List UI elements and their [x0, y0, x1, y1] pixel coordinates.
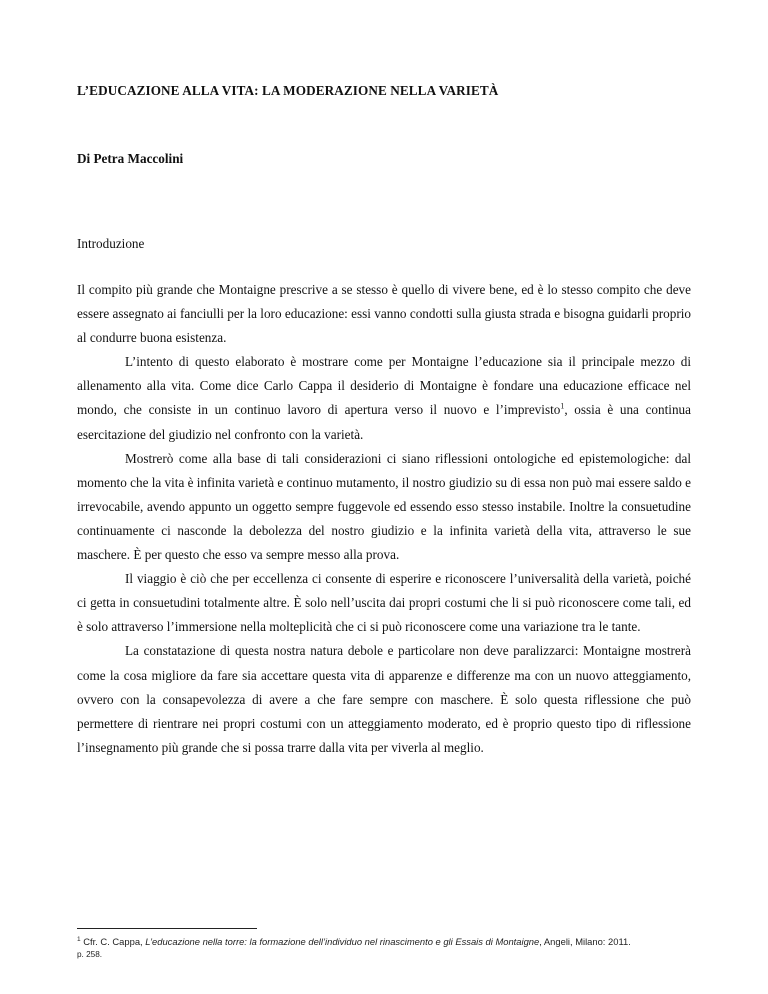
paragraph: Il viaggio è ciò che per eccellenza ci consente di esperire e riconoscere l’universalità della varietà, poiché ci getta in consuetudini totalmente altre. È solo nell’uscita dai propri costumi che li si può riconoscere come tali, ed è solo attraverso l’immersione nella molteplicità che ci si può riconoscere come una variazione tra le tante. [77, 571, 691, 635]
footnote [77, 935, 707, 961]
footnote-prefix: Cfr. C. Cappa, [83, 936, 146, 947]
paragraph: Il compito più grande che Montaigne prescrive a se stesso è quello di vivere bene, ed è lo stesso compito che deve essere assegnato ai fanciulli per la loro educazione: essi vanno condotti sulla giusta strada e bisogna guidarli proprio al condurre buona esistenza. [77, 282, 691, 346]
document-title: L’EDUCAZIONE ALLA VITA: LA MODERAZIONE NELLA VARIETÀ [77, 83, 499, 98]
paragraph [77, 350, 691, 446]
footnote-citation [77, 935, 707, 948]
footnote-number: 1 [77, 935, 81, 943]
paragraph: Mostrerò come alla base di tali considerazioni ci siano riflessioni ontologiche ed epistemologiche: dal momento che la vita è infinita varietà e continuo mutamento, il nostro giudizio su di essa non può mai essere saldo e irrevocabile, avendo appunto un oggetto sempre fuggevole ed essendo esso stesso instabile. Inoltre la consuetudine continuamente ci nasconde la debolezza del nostro giudizio e la infinita varietà della vita, attraverso le sue maschere. È per questo che esso va sempre messo alla prova. [77, 450, 691, 563]
paragraph-text: L’intento di questo elaborato è mostrare come per Montaigne l’educazione sia il principale mezzo di allenamento alla vita. Come dice Carlo Cappa il desiderio di Montaigne è fondare una educazione efficace nel mondo, che consiste in un continuo lavoro di apertura verso il nuovo e l’imprevisto [77, 354, 691, 418]
paragraph-text: , ossia è una continua esercitazione del giudizio nel confronto con la varietà. [77, 402, 691, 442]
section-heading: Introduzione [77, 236, 145, 251]
body-text [77, 278, 691, 760]
footnote-separator [77, 928, 257, 929]
footnote-publisher: , Angeli, Milano: 2011. [539, 936, 631, 947]
footnote-reference: 1 [560, 402, 565, 412]
footnote-page: p. 258. [77, 950, 103, 959]
paragraph: La constatazione di questa nostra natura debole e particolare non deve paralizzarci: Montaigne mostrerà come la cosa migliore da fare sia accettare questa vita di apparenze e differenze ma con un nuovo atteggiamento, ovvero con la consapevolezza di avere a che fare sempre con maschere. È solo questa riflessione che può permettere di rientrare nei propri costumi con un atteggiamento moderato, ed è proprio questo tipo di riflessione l’insegnamento più grande che si possa trarre dalla vita per viverla al meglio. [77, 643, 691, 755]
footnote-book-title: L’educazione nella torre: la formazione dell’individuo nel rinascimento e gli Essais di Montaigne [145, 936, 540, 947]
document-author: Di Petra Maccolini [77, 151, 184, 166]
